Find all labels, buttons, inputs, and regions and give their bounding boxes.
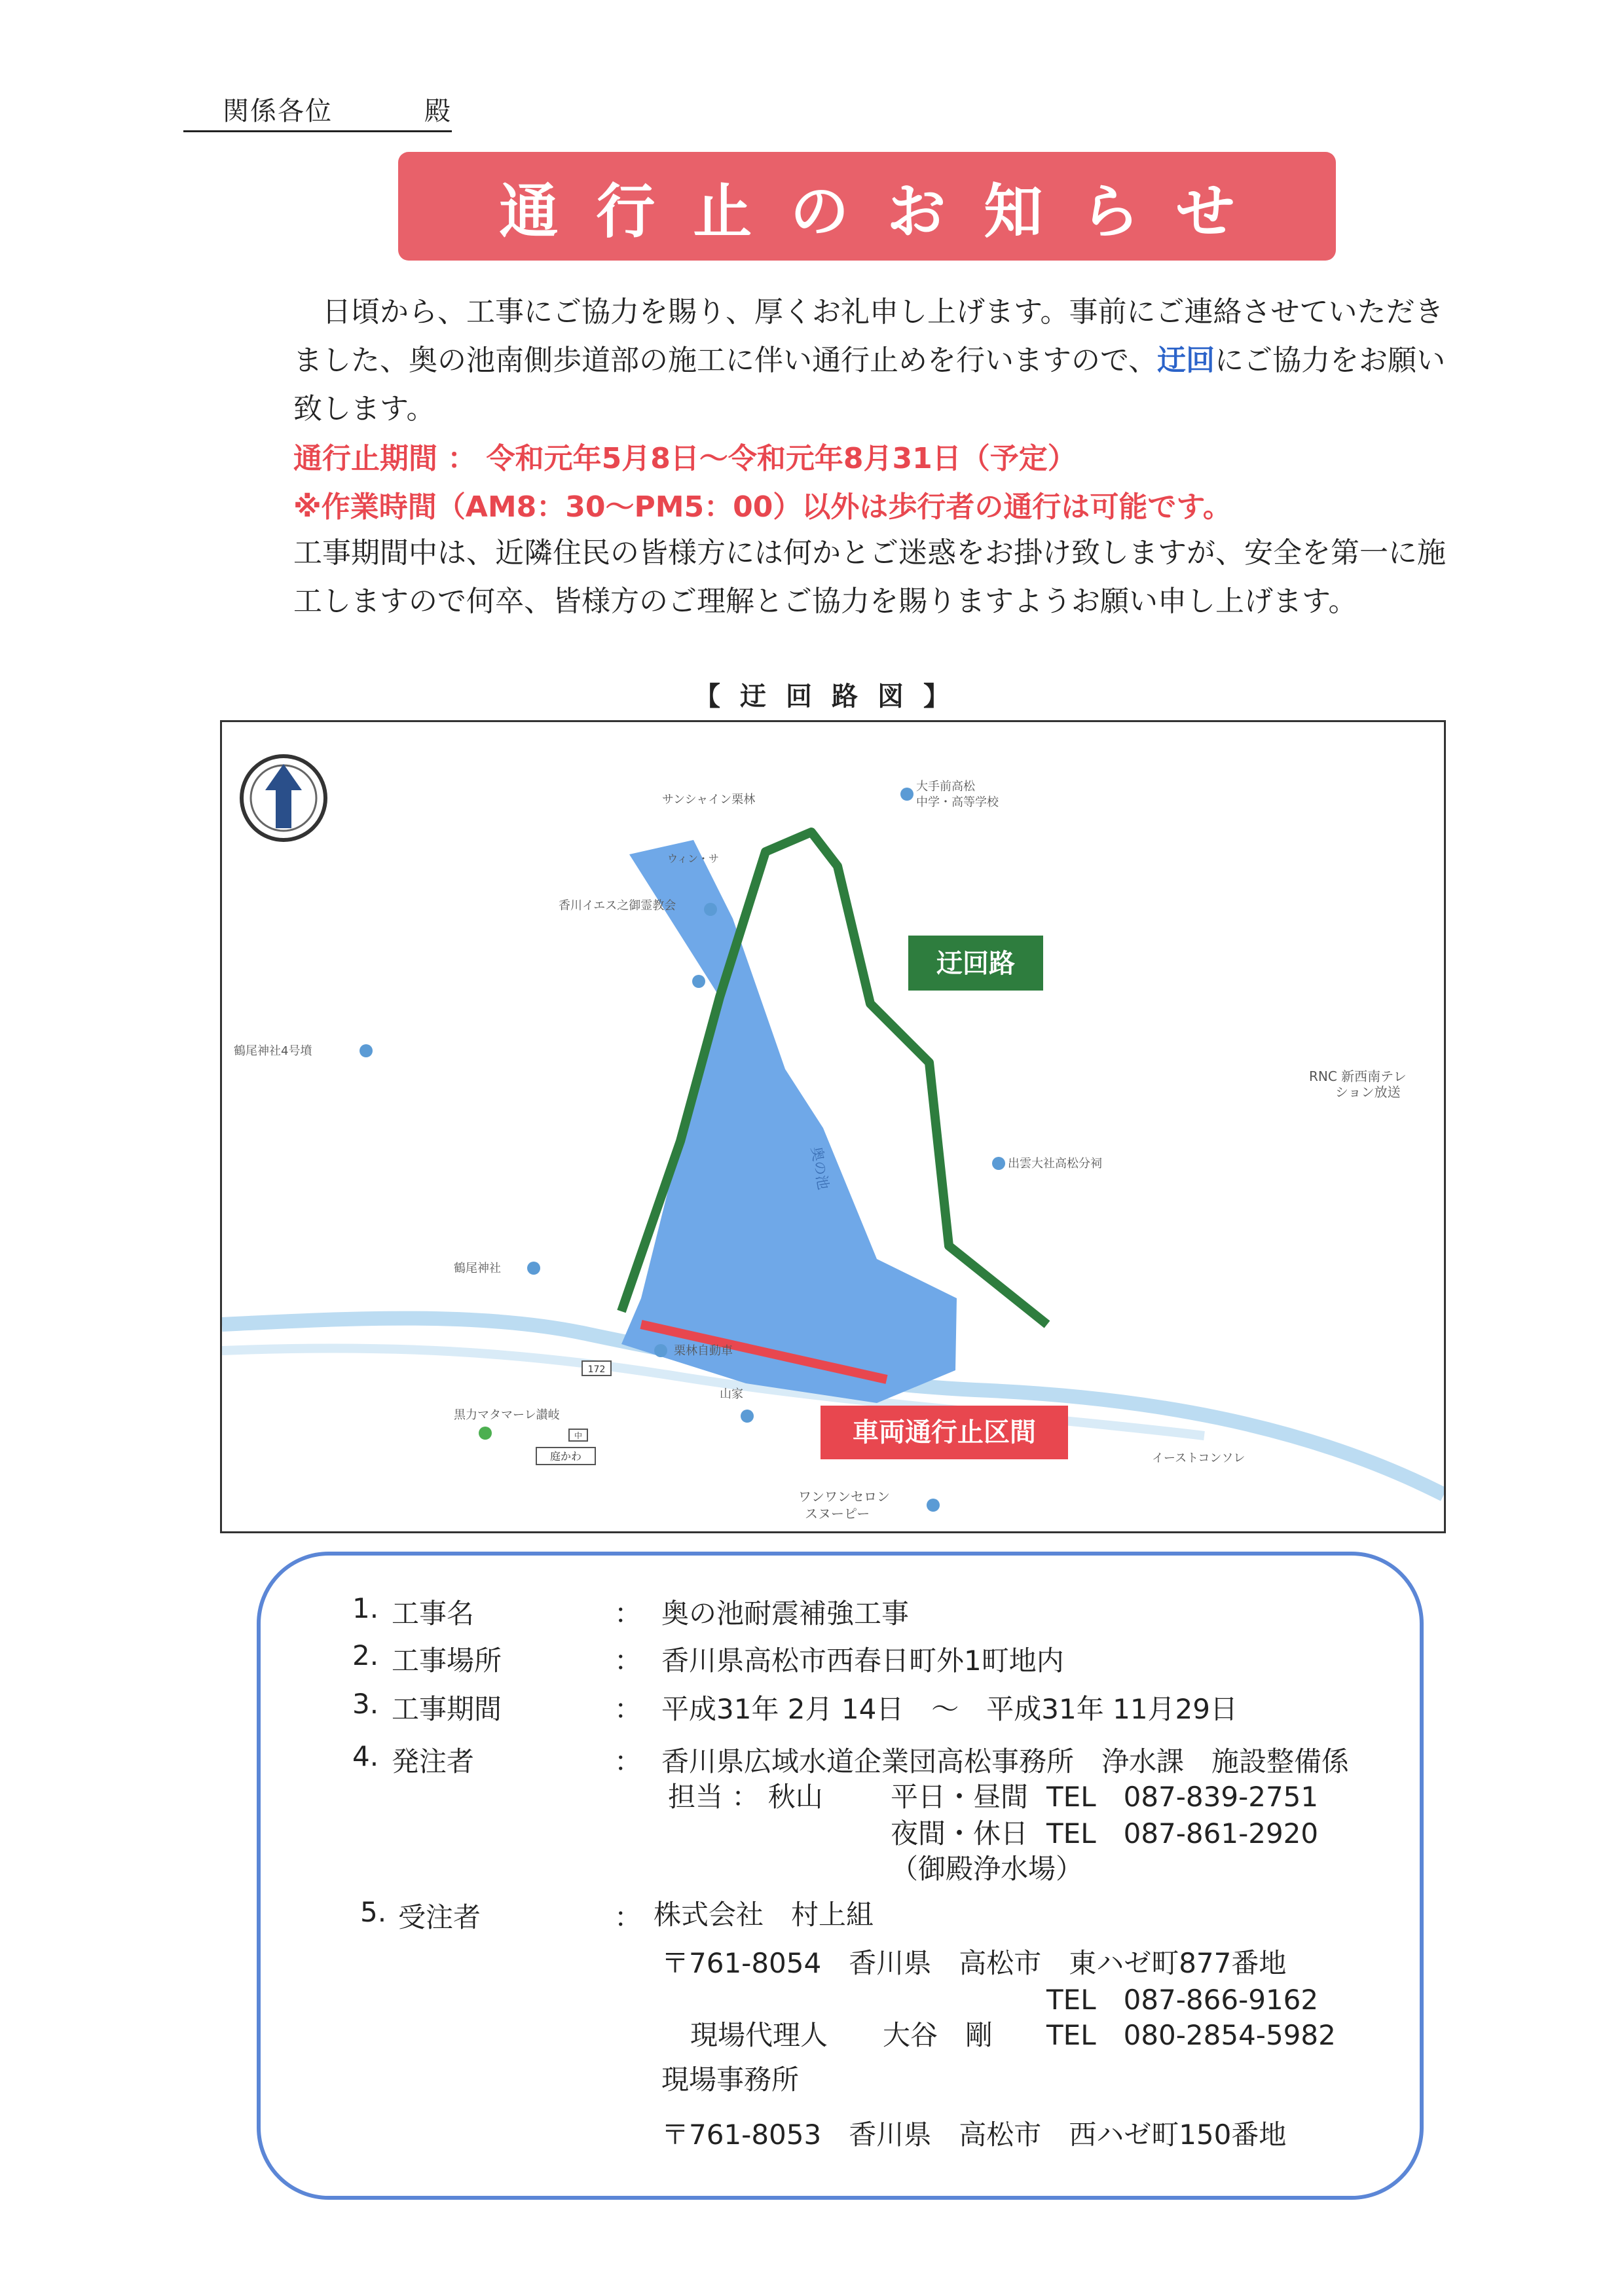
info-label: 工事名 — [392, 1597, 475, 1630]
pond-label: 奥の池 — [807, 1145, 832, 1192]
church-pin-icon — [704, 903, 717, 916]
info-number: 4. — [352, 1740, 379, 1772]
info-value: 香川県高松市西春日町外1町地内 — [661, 1645, 1064, 1677]
orderer-contact: 担当 ： 秋山 — [668, 1781, 823, 1813]
info-number: 1. — [352, 1592, 379, 1624]
map-place-label: 鶴尾神社4号墳 — [234, 1044, 312, 1058]
info-sep: ： — [614, 1745, 642, 1777]
map-place-label: ウィン・サ — [667, 852, 720, 865]
intro-text-before: 日頃から、工事にご協力を賜り、厚くお礼申し上げます。事前にご連絡させていただきました、奥の池南側歩道部の施工に伴い通行止めを行いますので、 — [293, 295, 1444, 377]
intro-paragraph — [293, 288, 1446, 433]
info-label: 工事場所 — [392, 1645, 502, 1677]
project-info-box — [257, 1552, 1424, 2200]
info-sep: ： — [614, 1693, 642, 1725]
info-value: 奥の池耐震補強工事 — [661, 1597, 910, 1630]
map-place-label: サンシャイン栗林 — [662, 793, 756, 807]
shop-pin-icon — [741, 1410, 754, 1423]
closure-label: 車両通行止区間 — [853, 1417, 1036, 1448]
map-place-label: スヌーピー — [805, 1506, 870, 1522]
map-place-label: 香川イエス之御霊教会 — [559, 899, 676, 913]
temple-pin-icon — [992, 1157, 1005, 1170]
intro-text-after: にご協力をお願い致します。 — [293, 344, 1446, 426]
orderer-day-tel: TEL 087-839-2751 — [1046, 1781, 1319, 1813]
detour-highlight: 迂回 — [1157, 344, 1215, 377]
shrine-pin-icon — [360, 1044, 373, 1057]
map-heading: 【迂回路図】 — [694, 682, 969, 712]
site-agent-tel: TEL 080-2854-5982 — [1046, 2019, 1336, 2051]
page-title: 通行止のお知らせ — [499, 177, 1273, 246]
map-place-label: 出雲大社高松分祠 — [1008, 1157, 1102, 1171]
contractor-tel: TEL 087-866-9162 — [1046, 1984, 1319, 2016]
closing-paragraph: 工事期間中は、近隣住民の皆様方には何かとご迷惑をお掛け致しますが、安全を第一に施工しますので何卒、皆様方のご理解とご協力を賜りますようお願い申し上げます。 — [293, 536, 1446, 618]
info-value: 株式会社 村上組 — [654, 1899, 874, 1931]
north-arrow-icon — [242, 756, 325, 840]
place-pin-icon — [692, 975, 705, 988]
car-pin-icon — [654, 1344, 667, 1357]
work-hours-note: ※作業時間（AM8：30～PM5：00）以外は歩行者の通行は可能です。 — [293, 490, 1232, 524]
info-value: 平成31年 2月 14日 ～ 平成31年 11月29日 — [661, 1693, 1238, 1725]
map-place-label: ワンワンセロン — [798, 1489, 890, 1504]
map-place-label: 山家 — [720, 1387, 743, 1401]
site-office-address: 〒761-8053 香川県 高松市 西ハゼ町150番地 — [661, 2119, 1287, 2151]
route-number: 172 — [587, 1364, 606, 1375]
closure-period: 通行止期間 ： 令和元年5月8日～令和元年8月31日（予定） — [293, 442, 1077, 475]
map-place-label: 栗林自動車 — [674, 1344, 733, 1358]
info-number: 2. — [352, 1639, 379, 1671]
info-sep: ： — [614, 1597, 642, 1630]
map-canvas — [222, 722, 1444, 1531]
detour-map — [220, 720, 1446, 1533]
info-sep: ： — [614, 1901, 642, 1933]
closure-label-box — [821, 1406, 1068, 1459]
addressee-name: 関係各位 — [183, 90, 372, 132]
orderer-night-label: 夜間・休日 — [891, 1817, 1029, 1850]
info-value: 香川県広域水道企業団高松事務所 浄水課 施設整備係 — [661, 1745, 1350, 1777]
info-label: 工事期間 — [392, 1693, 502, 1725]
addressee-honorific: 殿 — [372, 90, 452, 132]
shop-pin-icon — [927, 1499, 940, 1512]
title-banner — [398, 152, 1336, 261]
map-place-label: ション放送 — [1335, 1084, 1401, 1100]
map-place-label: 黒力マタマーレ讃岐 — [454, 1408, 560, 1422]
site-office-label: 現場事務所 — [661, 2064, 800, 2096]
school-pin-icon — [900, 788, 913, 801]
orderer-day-label: 平日・昼間 — [891, 1781, 1029, 1813]
pond-shape — [621, 840, 957, 1403]
map-place-label: 鶴尾神社 — [454, 1262, 501, 1275]
info-label: 受注者 — [398, 1901, 481, 1933]
map-place-label: 庭かわ — [549, 1450, 582, 1463]
contractor-address: 〒761-8054 香川県 高松市 東ハゼ町877番地 — [661, 1947, 1287, 1979]
shrine-pin-icon — [527, 1262, 540, 1275]
addressee-line — [183, 90, 452, 132]
detour-label: 迂回路 — [936, 949, 1015, 979]
info-number: 5. — [360, 1896, 387, 1928]
map-place-label: RNC 新西南テレ — [1309, 1068, 1407, 1084]
stadium-pin-icon — [479, 1427, 492, 1440]
map-place-label: イーストコンソレ — [1152, 1451, 1246, 1465]
site-agent: 現場代理人 大谷 剛 — [690, 2019, 993, 2051]
route-number: 中 — [574, 1431, 583, 1440]
orderer-plant: （御殿浄水場） — [891, 1853, 1084, 1885]
info-sep: ： — [614, 1645, 642, 1677]
detour-label-box — [908, 936, 1043, 991]
info-number: 3. — [352, 1688, 379, 1720]
info-label: 発注者 — [392, 1745, 475, 1777]
orderer-night-tel: TEL 087-861-2920 — [1046, 1817, 1319, 1850]
map-place-label: 大手前高松 — [916, 780, 975, 793]
map-place-label: 中学・高等学校 — [916, 795, 999, 809]
